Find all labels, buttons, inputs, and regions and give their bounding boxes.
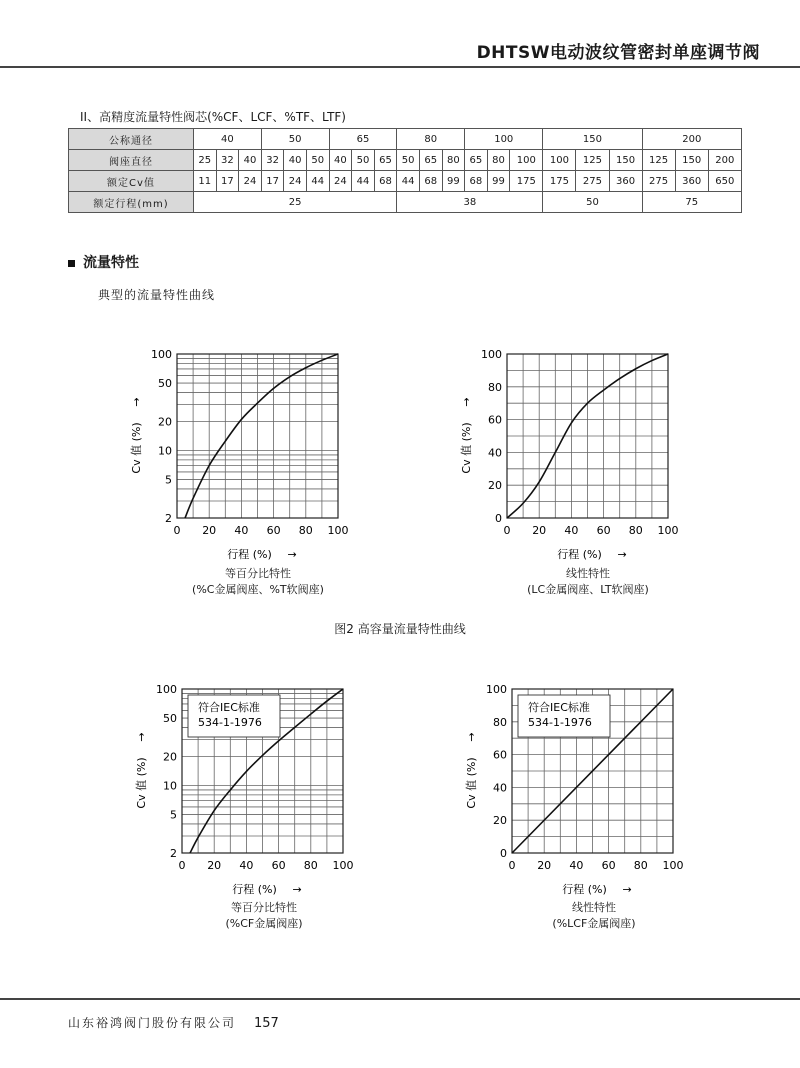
section-title-text: 流量特性 — [83, 255, 139, 271]
table-cell: 17 — [216, 171, 239, 192]
table-cell: 40 — [284, 150, 307, 171]
table-cell: 50 — [306, 150, 329, 171]
x-tick-label: 20 — [202, 524, 217, 537]
header-divider — [0, 66, 800, 68]
annotation-text: 符合IEC标准 — [528, 701, 590, 714]
table-cell: 40 — [239, 150, 262, 171]
y-axis-label: Cv 值 (%) — [130, 422, 143, 474]
chart-caption-line: (%LCF金属阀座) — [552, 917, 636, 930]
table-cell: 25 — [194, 150, 217, 171]
table-cell: 150 — [609, 150, 642, 171]
table-cell: 275 — [642, 171, 675, 192]
arrow-right-icon: → — [292, 883, 302, 896]
y-tick-label: 100 — [151, 348, 172, 361]
y-tick-label: 5 — [170, 808, 177, 822]
y-axis-label: Cv 值 (%) — [460, 422, 473, 474]
equal-percentage-chart-2 — [135, 675, 365, 905]
table-cell: 360 — [609, 171, 642, 192]
y-tick-label: 5 — [165, 473, 172, 487]
arrow-right-icon: → — [287, 548, 297, 561]
table-cell: 125 — [576, 150, 609, 171]
table-cell: 50 — [352, 150, 375, 171]
table-cell: 68 — [419, 171, 442, 192]
x-axis-label: 行程 (%) — [557, 548, 602, 561]
linear-chart-1 — [460, 340, 690, 570]
chart-caption-1 — [158, 566, 358, 598]
table-cell: 175 — [510, 171, 543, 192]
table-cell: 80 — [397, 129, 465, 150]
x-tick-label: 80 — [628, 524, 643, 537]
arrow-up-icon: → — [135, 732, 148, 742]
y-tick-label: 80 — [488, 380, 502, 394]
table-cell: 100 — [465, 129, 543, 150]
arrow-right-icon: → — [622, 883, 632, 896]
table-cell: 24 — [239, 171, 262, 192]
table-cell: 80 — [487, 150, 510, 171]
table-cell: 360 — [675, 171, 708, 192]
table-cell: 125 — [642, 150, 675, 171]
table-cell: 99 — [442, 171, 465, 192]
table-row — [69, 171, 742, 192]
y-tick-label: 80 — [493, 715, 507, 729]
row-header: 阀座直径 — [69, 150, 194, 171]
arrow-up-icon: → — [130, 397, 143, 407]
section-subtitle: 典型的流量特性曲线 — [98, 288, 216, 302]
y-tick-label: 100 — [481, 348, 502, 361]
table-cell: 40 — [194, 129, 262, 150]
annotation-text: 符合IEC标准 — [198, 701, 260, 714]
chart-caption-4 — [494, 900, 694, 932]
table-cell: 68 — [465, 171, 488, 192]
table-cell: 24 — [329, 171, 352, 192]
table-cell: 65 — [419, 150, 442, 171]
x-axis-label: 行程 (%) — [227, 548, 272, 561]
table-cell: 100 — [543, 150, 576, 171]
x-tick-label: 0 — [173, 524, 181, 537]
table-cell: 50 — [543, 192, 642, 213]
table-cell: 32 — [216, 150, 239, 171]
y-tick-label: 60 — [488, 413, 502, 427]
table-cell: 65 — [374, 150, 397, 171]
y-tick-label: 40 — [493, 781, 507, 795]
x-axis-label: 行程 (%) — [232, 883, 277, 896]
y-tick-label: 100 — [486, 683, 507, 696]
table-cell: 200 — [708, 150, 741, 171]
chart-caption-line: (%CF金属阀座) — [225, 917, 303, 930]
chart-caption-line: (%C金属阀座、%T软阀座) — [192, 583, 324, 596]
x-tick-label: 100 — [657, 524, 679, 537]
table-cell: 50 — [261, 129, 329, 150]
x-tick-label: 20 — [537, 859, 552, 872]
chart-caption-line: (LC金属阀座、LT软阀座) — [527, 583, 649, 596]
table-row — [69, 192, 742, 213]
x-tick-label: 60 — [271, 859, 286, 872]
y-tick-label: 100 — [156, 683, 177, 696]
chart-caption-line: 线性特性 — [566, 567, 610, 580]
y-tick-label: 50 — [158, 377, 172, 391]
annotation-text: 534-1-1976 — [528, 716, 592, 729]
row-header: 额定Cv值 — [69, 171, 194, 192]
x-tick-label: 60 — [596, 524, 611, 537]
table-cell: 65 — [465, 150, 488, 171]
x-tick-label: 80 — [633, 859, 648, 872]
table-cell: 650 — [708, 171, 741, 192]
x-tick-label: 0 — [503, 524, 511, 537]
table-cell: 150 — [675, 150, 708, 171]
table-cell: 32 — [261, 150, 284, 171]
table-cell: 100 — [510, 150, 543, 171]
chart-caption-line: 等百分比特性 — [225, 567, 291, 580]
y-tick-label: 2 — [170, 847, 177, 860]
y-axis-label: Cv 值 (%) — [135, 757, 148, 809]
page-title: DHTSW电动波纹管密封单座调节阀 — [476, 43, 760, 63]
chart-caption-line: 等百分比特性 — [231, 901, 297, 914]
table-cell: 25 — [194, 192, 397, 213]
table-cell: 275 — [576, 171, 609, 192]
x-tick-label: 20 — [207, 859, 222, 872]
x-tick-label: 0 — [178, 859, 186, 872]
x-tick-label: 100 — [327, 524, 349, 537]
x-axis-label: 行程 (%) — [562, 883, 607, 896]
table-caption: II、高精度流量特性阀芯(%CF、LCF、%TF、LTF) — [80, 110, 346, 124]
annotation-text: 534-1-1976 — [198, 716, 262, 729]
company-name: 山东裕鸿阀门股份有限公司 — [68, 1016, 237, 1030]
arrow-up-icon: → — [460, 397, 473, 407]
chart-caption-2 — [488, 566, 688, 598]
x-tick-label: 80 — [303, 859, 318, 872]
table-cell: 75 — [642, 192, 741, 213]
table-row — [69, 129, 742, 150]
x-tick-label: 40 — [569, 859, 584, 872]
y-tick-label: 20 — [158, 415, 172, 429]
equal-percentage-chart-1 — [130, 340, 360, 570]
table-cell: 200 — [642, 129, 741, 150]
y-tick-label: 0 — [500, 847, 507, 860]
chart-caption-3 — [164, 900, 364, 932]
x-tick-label: 60 — [266, 524, 281, 537]
linear-chart-2 — [465, 675, 695, 905]
chart-caption-line: 线性特性 — [572, 901, 616, 914]
table-cell: 65 — [329, 129, 397, 150]
section-title — [68, 252, 139, 272]
row-header: 公称通径 — [69, 129, 194, 150]
y-axis-label: Cv 值 (%) — [465, 757, 478, 809]
table-cell: 175 — [543, 171, 576, 192]
x-tick-label: 60 — [601, 859, 616, 872]
x-tick-label: 40 — [239, 859, 254, 872]
table-cell: 44 — [306, 171, 329, 192]
table-cell: 11 — [194, 171, 217, 192]
table-cell: 99 — [487, 171, 510, 192]
footer — [68, 1014, 279, 1031]
figure-caption: 图2 高容量流量特性曲线 — [334, 622, 466, 636]
footer-divider — [0, 998, 800, 1000]
bullet-square-icon — [68, 260, 75, 267]
y-tick-label: 0 — [495, 512, 502, 525]
page-number: 157 — [254, 1016, 279, 1031]
series-line — [185, 354, 338, 518]
y-tick-label: 60 — [493, 748, 507, 762]
x-tick-label: 20 — [532, 524, 547, 537]
y-tick-label: 20 — [163, 750, 177, 764]
table-cell: 17 — [261, 171, 284, 192]
x-tick-label: 80 — [298, 524, 313, 537]
x-tick-label: 40 — [234, 524, 249, 537]
table-cell: 38 — [397, 192, 543, 213]
y-tick-label: 10 — [163, 779, 177, 793]
table-cell: 44 — [397, 171, 420, 192]
arrow-up-icon: → — [465, 732, 478, 742]
table-cell: 50 — [397, 150, 420, 171]
arrow-right-icon: → — [617, 548, 627, 561]
y-tick-label: 2 — [165, 512, 172, 525]
table-row — [69, 150, 742, 171]
x-tick-label: 40 — [564, 524, 579, 537]
y-tick-label: 50 — [163, 712, 177, 726]
y-tick-label: 10 — [158, 444, 172, 458]
y-tick-label: 40 — [488, 446, 502, 460]
table-cell: 40 — [329, 150, 352, 171]
x-tick-label: 100 — [332, 859, 354, 872]
table-cell: 80 — [442, 150, 465, 171]
table-cell: 24 — [284, 171, 307, 192]
x-tick-label: 100 — [662, 859, 684, 872]
row-header: 额定行程(mm) — [69, 192, 194, 213]
spec-table — [68, 128, 742, 213]
table-cell: 68 — [374, 171, 397, 192]
table-cell: 150 — [543, 129, 642, 150]
x-tick-label: 0 — [508, 859, 516, 872]
y-tick-label: 20 — [488, 479, 502, 493]
y-tick-label: 20 — [493, 814, 507, 828]
table-cell: 44 — [352, 171, 375, 192]
